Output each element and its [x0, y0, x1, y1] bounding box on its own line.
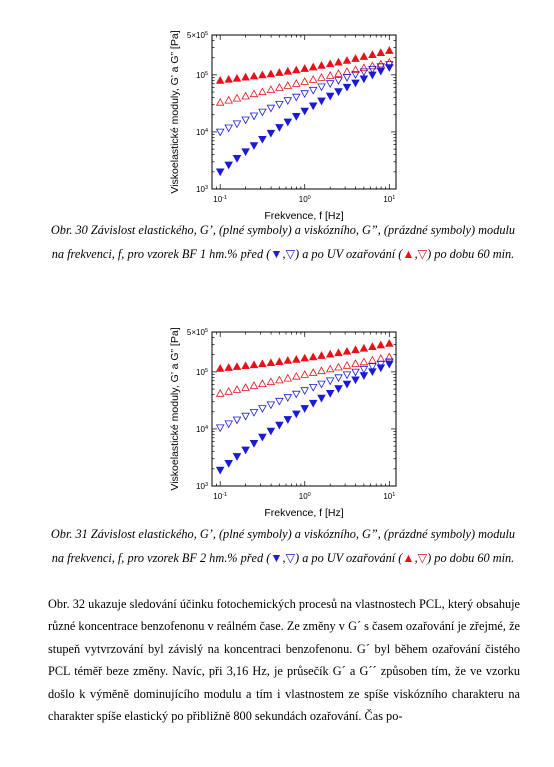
filled-down-triangle-point [352, 80, 359, 87]
chart-30 [160, 25, 410, 225]
filled-down-triangle-point [250, 440, 257, 447]
open-down-triangle-point [242, 413, 249, 420]
filled-down-triangle-point [369, 72, 376, 79]
filled-up-triangle-icon: ▲ [402, 247, 415, 261]
open-down-triangle-point [293, 94, 300, 100]
figure-31 [160, 322, 410, 542]
open-down-triangle-point [233, 417, 240, 424]
filled-up-triangle-point [343, 57, 350, 63]
filled-down-triangle-point [318, 395, 325, 402]
filled-down-triangle-point [225, 460, 232, 467]
filled-up-triangle-point [343, 348, 350, 354]
open-up-triangle-point [233, 386, 240, 392]
open-up-triangle-point [318, 74, 325, 81]
open-down-triangle-point [259, 109, 266, 116]
x-tick-label: $10^0$ [298, 492, 311, 501]
open-down-triangle-point [250, 409, 257, 416]
filled-up-triangle-point [310, 353, 317, 360]
filled-up-triangle-point [233, 363, 240, 369]
filled-up-triangle-point [293, 66, 300, 72]
open-up-triangle-point [335, 70, 342, 76]
open-up-triangle-point [284, 82, 291, 88]
filled-down-triangle-point [352, 377, 359, 383]
filled-down-triangle-point [386, 65, 393, 71]
open-up-triangle-point [327, 365, 334, 371]
filled-down-triangle-point [301, 406, 308, 413]
open-down-triangle-point [318, 84, 325, 91]
x-axis-label: Frekvence, f [Hz] [264, 507, 344, 519]
y-tick-label: $10^3$ [196, 185, 208, 194]
filled-up-triangle-point [276, 358, 283, 365]
body-paragraph: Obr. 32 ukazuje sledování účinku fotochemických procesů na vlastnostech PCL, který obsahuje různé koncentrace benzofenonu v reálném čase. Ze změny v G´ s časem ozařování je zřejmé, že stupeň vytvrzování byl závislý na koncentraci benzofenonu. G´ byl během ozařování čistého PCL téměř beze změny. Navíc, při 3,16 Hz, je průsečík G´ a G´´ způsoben tím, že ve vzorku došlo k výměně dominujícího modulu a tím i vlastnostem ze spíše viskózního charakteru na charakter spíše elastický po přibližně 800 sekundách ozařování. Čas po- [48, 597, 520, 724]
figure-31-caption [48, 522, 518, 570]
filled-up-triangle-point [242, 74, 249, 81]
caption-text: ) po dobu 60 min. [427, 247, 515, 261]
open-down-triangle-icon: ▽ [285, 247, 296, 261]
filled-up-triangle-point [369, 51, 376, 58]
x-tick-label: $10^{-1}$ [213, 492, 228, 501]
open-up-triangle-point [327, 72, 334, 79]
caption-separator: , [414, 551, 418, 565]
filled-up-triangle-point [250, 73, 257, 79]
filled-up-triangle-point [318, 352, 325, 359]
filled-down-triangle-point [284, 119, 291, 126]
open-down-triangle-point [360, 366, 367, 373]
filled-down-triangle-icon: ▼ [270, 247, 283, 261]
open-up-triangle-point [259, 88, 266, 95]
open-up-triangle-point [293, 80, 300, 87]
open-down-triangle-point [242, 117, 249, 123]
open-up-triangle-point [242, 384, 249, 391]
open-down-triangle-point [352, 369, 359, 375]
x-axis-label: Frekvence, f [Hz] [264, 210, 344, 222]
filled-down-triangle-point [360, 76, 367, 83]
open-down-triangle-point [267, 402, 274, 409]
open-down-triangle-point [217, 129, 224, 135]
filled-up-triangle-point [318, 62, 325, 69]
open-down-triangle-point [217, 425, 224, 431]
filled-down-triangle-point [250, 143, 257, 149]
filled-up-triangle-point [377, 342, 384, 349]
open-down-triangle-point [250, 113, 257, 120]
open-up-triangle-point [233, 95, 240, 102]
filled-down-triangle-point [242, 149, 249, 156]
x-tick-label: $10^0$ [298, 195, 311, 204]
y-tick-label: $5\times 10^5$ [186, 328, 208, 337]
filled-up-triangle-point [327, 351, 334, 358]
filled-up-triangle-point [225, 364, 232, 371]
open-down-triangle-point [301, 91, 308, 98]
filled-up-triangle-point [276, 69, 283, 76]
filled-down-triangle-point [335, 89, 342, 96]
open-up-triangle-point [217, 390, 224, 397]
filled-down-triangle-point [343, 84, 350, 90]
filled-down-triangle-point [327, 390, 334, 397]
filled-down-triangle-point [369, 369, 376, 375]
filled-down-triangle-point [217, 169, 224, 176]
filled-up-triangle-point [301, 65, 308, 72]
filled-down-triangle-point [276, 125, 283, 132]
filled-up-triangle-point [217, 77, 224, 84]
filled-down-triangle-point [310, 103, 317, 110]
filled-down-triangle-point [259, 434, 266, 441]
caption-text: Obr. 30 Závislost elastického, G’, (plné symboly) a viskózního, G”, (prázdné symboly) modulu na frekvenci, f, pro vzorek BF 1 hm.% před ( [50, 223, 516, 261]
filled-up-triangle-point [335, 59, 342, 66]
open-up-triangle-point [284, 375, 291, 382]
filled-down-triangle-point [217, 467, 224, 474]
filled-up-triangle-point [284, 68, 291, 75]
open-up-triangle-point [318, 367, 325, 374]
open-down-triangle-point [293, 391, 300, 397]
open-down-triangle-point [276, 101, 283, 108]
filled-down-triangle-point [327, 93, 334, 100]
open-up-triangle-point [293, 373, 300, 379]
filled-down-triangle-point [267, 428, 274, 435]
filled-up-triangle-point [360, 53, 367, 60]
filled-up-triangle-point [267, 359, 274, 365]
filled-up-triangle-point [369, 343, 376, 350]
y-axis-label: Viskoelastické moduly, G’ a G” [Pa] [169, 30, 181, 194]
filled-down-triangle-point [310, 400, 317, 407]
filled-up-triangle-point [259, 71, 266, 78]
open-up-triangle-point [343, 68, 350, 75]
open-up-triangle-point [267, 86, 274, 93]
open-down-triangle-point [327, 81, 334, 88]
filled-down-triangle-point [242, 447, 249, 454]
figure-30-caption [48, 218, 518, 266]
x-tick-label: $10^1$ [383, 195, 396, 204]
open-down-triangle-point [343, 75, 350, 82]
caption-separator: , [414, 247, 418, 261]
open-down-triangle-point [318, 381, 325, 388]
filled-down-triangle-point [360, 373, 367, 380]
open-up-triangle-point [377, 355, 384, 362]
x-tick-label: $10^{-1}$ [213, 195, 228, 204]
filled-down-triangle-point [335, 386, 342, 393]
open-down-triangle-point [310, 384, 317, 390]
open-down-triangle-point [284, 98, 291, 105]
filled-down-triangle-point [225, 162, 232, 169]
open-up-triangle-point [301, 371, 308, 378]
filled-down-triangle-point [293, 113, 300, 120]
filled-down-triangle-point [233, 155, 240, 162]
y-tick-label: $10^4$ [196, 127, 208, 137]
filled-up-triangle-icon: ▲ [402, 551, 415, 565]
open-down-triangle-point [327, 378, 334, 385]
open-up-triangle-point [301, 78, 308, 85]
filled-up-triangle-point [233, 75, 240, 82]
filled-down-triangle-icon: ▼ [270, 551, 283, 565]
caption-text: ) po dobu 60 min. [427, 551, 515, 565]
open-up-triangle-point [276, 84, 283, 91]
filled-up-triangle-point [293, 356, 300, 363]
filled-up-triangle-point [352, 55, 359, 62]
x-tick-label: $10^1$ [383, 492, 396, 501]
open-down-triangle-point [267, 105, 274, 112]
filled-down-triangle-point [377, 68, 384, 75]
caption-separator: , [282, 551, 286, 565]
filled-down-triangle-point [293, 411, 300, 417]
open-up-triangle-point [267, 378, 274, 385]
chart-31 [160, 322, 410, 522]
open-up-triangle-point [225, 97, 232, 104]
open-down-triangle-point [284, 395, 291, 401]
filled-down-triangle-point [343, 381, 350, 388]
filled-up-triangle-point [386, 340, 393, 347]
open-up-triangle-point [250, 90, 257, 96]
y-tick-label: $10^4$ [196, 424, 208, 434]
filled-up-triangle-point [310, 64, 317, 71]
y-tick-label: $10^5$ [196, 70, 208, 80]
filled-down-triangle-point [284, 417, 291, 424]
filled-up-triangle-point [335, 349, 342, 356]
filled-up-triangle-point [259, 360, 266, 367]
open-down-triangle-point [225, 125, 232, 131]
open-up-triangle-point [369, 357, 376, 364]
caption-separator: , [282, 247, 286, 261]
filled-up-triangle-point [352, 346, 359, 353]
filled-down-triangle-point [301, 108, 308, 115]
caption-text: Obr. 31 Závislost elastického, G’, (plné symboly) a viskózního, G”, (prázdné symboly) modulu na frekvenci, f, pro vzorek BF 2 hm.% před ( [50, 527, 516, 565]
open-up-triangle-point [250, 382, 257, 389]
open-up-triangle-point [259, 380, 266, 387]
caption-text: ) a po UV ozařování ( [295, 247, 403, 261]
filled-up-triangle-point [327, 60, 334, 66]
filled-up-triangle-point [284, 357, 291, 364]
y-tick-label: $10^5$ [196, 367, 208, 377]
open-up-triangle-point [276, 376, 283, 383]
filled-up-triangle-point [267, 70, 274, 77]
filled-up-triangle-point [377, 49, 384, 56]
filled-up-triangle-point [301, 355, 308, 361]
open-down-triangle-point [335, 375, 342, 382]
filled-down-triangle-point [276, 422, 283, 429]
filled-down-triangle-point [233, 454, 240, 461]
open-down-triangle-point [301, 388, 308, 395]
open-down-triangle-point [225, 421, 232, 428]
filled-up-triangle-point [250, 361, 257, 368]
filled-down-triangle-point [386, 361, 393, 368]
open-down-triangle-point [335, 78, 342, 84]
filled-up-triangle-point [242, 362, 249, 368]
filled-up-triangle-point [225, 76, 232, 82]
caption-text: ) a po UV ozařování ( [295, 551, 403, 565]
filled-down-triangle-point [377, 365, 384, 372]
open-down-triangle-point [233, 121, 240, 128]
filled-up-triangle-point [386, 47, 393, 54]
open-down-triangle-icon: ▽ [417, 247, 428, 261]
y-tick-label: $5\times 10^5$ [186, 31, 208, 40]
open-down-triangle-icon: ▽ [417, 551, 428, 565]
open-up-triangle-point [310, 76, 317, 83]
open-up-triangle-point [225, 388, 232, 395]
open-down-triangle-point [360, 69, 367, 75]
open-up-triangle-point [343, 362, 350, 369]
open-up-triangle-point [352, 360, 359, 367]
open-up-triangle-point [310, 369, 317, 376]
filled-up-triangle-point [360, 345, 367, 352]
open-up-triangle-point [335, 364, 342, 370]
open-up-triangle-point [242, 93, 249, 100]
filled-up-triangle-point [217, 365, 224, 372]
open-down-triangle-point [310, 87, 317, 94]
filled-down-triangle-point [259, 136, 266, 142]
open-down-triangle-point [276, 398, 283, 404]
y-tick-label: $10^3$ [196, 482, 208, 491]
open-up-triangle-point [360, 64, 367, 71]
open-up-triangle-point [360, 358, 367, 365]
open-down-triangle-icon: ▽ [285, 551, 296, 565]
figure-30 [160, 25, 410, 245]
open-down-triangle-point [259, 406, 266, 413]
open-down-triangle-point [343, 372, 350, 379]
y-axis-label: Viskoelastické moduly, G’ a G” [Pa] [169, 327, 181, 491]
open-up-triangle-point [217, 99, 224, 105]
filled-down-triangle-point [318, 98, 325, 105]
filled-down-triangle-point [267, 130, 274, 137]
